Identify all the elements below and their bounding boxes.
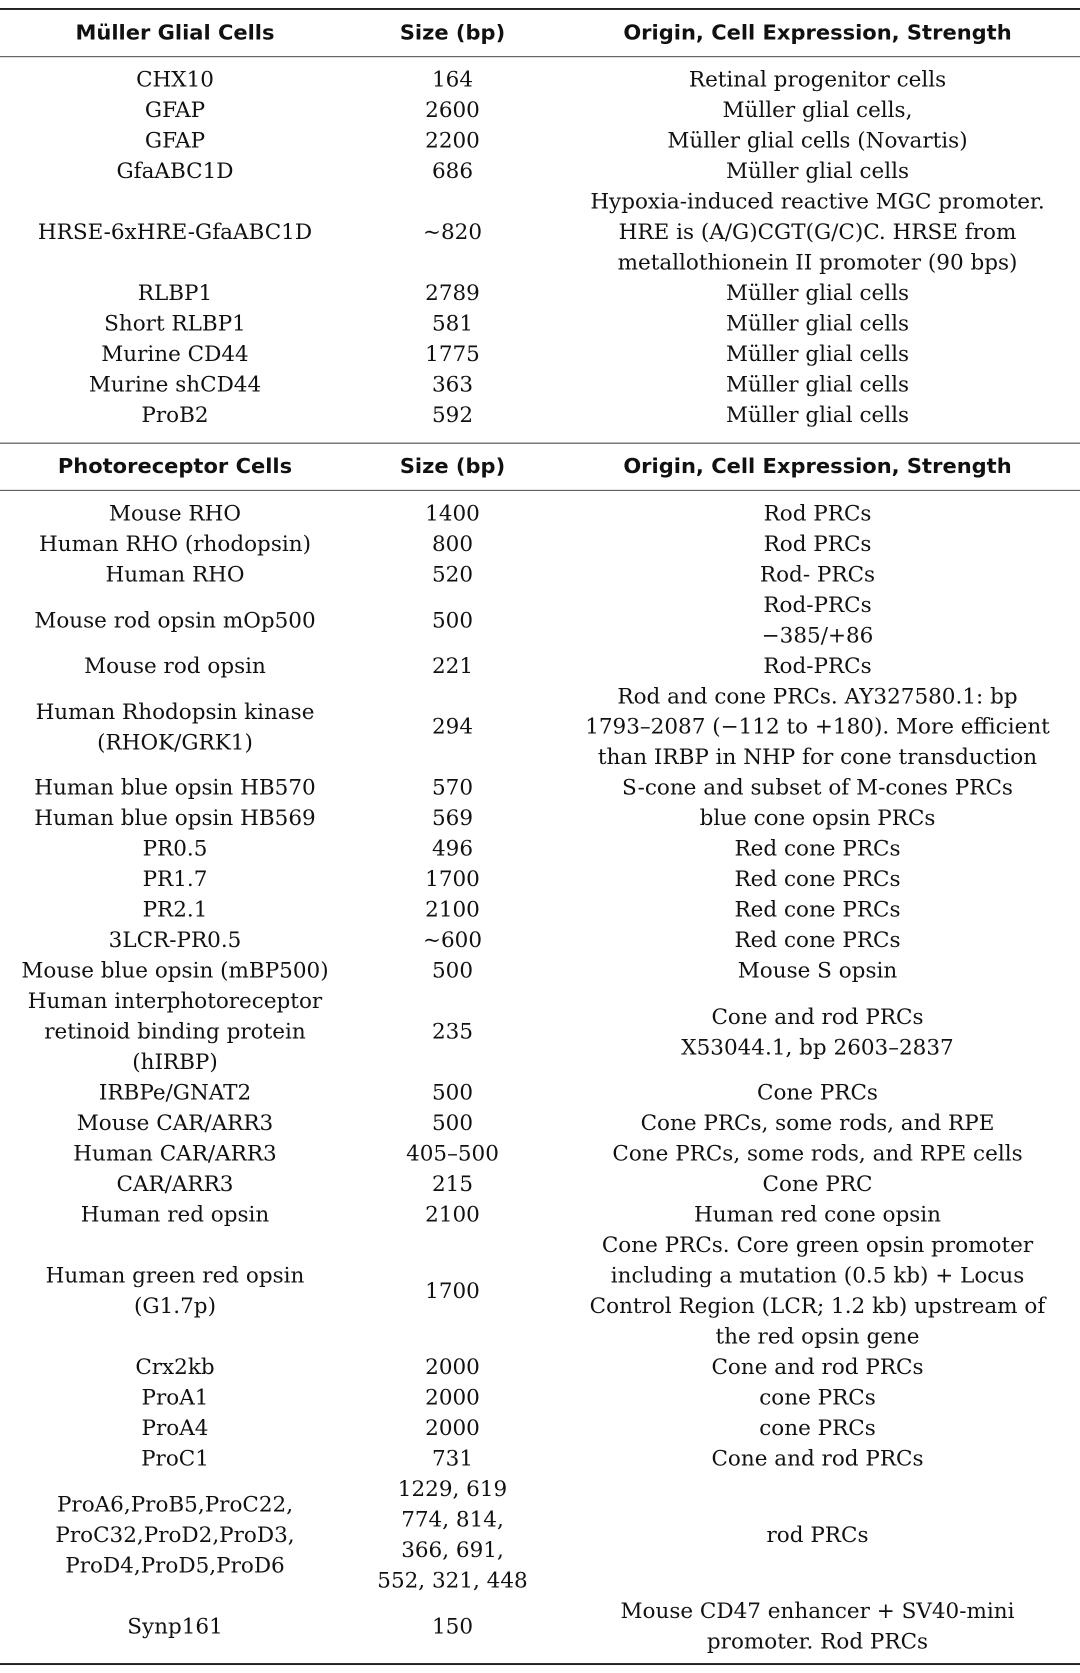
promoter-name-cell: Human blue opsin HB570 (34, 776, 316, 801)
table-row (0, 865, 1080, 895)
size-cell: 520 (431, 562, 474, 588)
table-row (0, 1596, 1080, 1664)
origin-cell: cone PRCs (759, 1416, 876, 1441)
origin-cell: Rod- PRCs (759, 562, 876, 588)
promoter-name-cell: Human red opsin (80, 1202, 270, 1228)
size-cell: 500 (431, 1080, 474, 1106)
promoter-name-cell: Murine shCD44 (88, 372, 262, 398)
promoter-name-cell: Short RLBP1 (104, 311, 246, 337)
origin-cell: cone PRCs (759, 1385, 876, 1411)
section-header-row (0, 443, 1080, 490)
size-cell: 294 (431, 715, 474, 740)
origin-cell: Cone PRC (762, 1172, 873, 1197)
table-row (0, 1413, 1080, 1443)
promoter-name-cell: ProB2 (141, 403, 209, 428)
origin-cell: Rod and cone PRCs. AY327580.1: bp 1793–2087 (−112 to +180). More efficient than IRBP in NHP for cone transduction (585, 684, 1050, 771)
table-row (0, 1352, 1080, 1382)
table-row (0, 1444, 1080, 1474)
promoter-name-cell: Human green red opsin (G1.7p) (45, 1263, 305, 1319)
table-row (0, 126, 1080, 156)
promoter-name-cell: GFAP (144, 128, 206, 154)
column-header: Photoreceptor Cells (0, 443, 350, 490)
promoter-name-cell: PR0.5 (142, 837, 208, 862)
table-row (0, 773, 1080, 803)
table-row (0, 1474, 1080, 1596)
origin-cell: Rod-PRCs −385/+86 (761, 593, 874, 649)
size-cell: 1775 (425, 342, 480, 367)
origin-cell: Rod PRCs (763, 532, 872, 557)
table-row (0, 1383, 1080, 1413)
origin-cell: Rod-PRCs (763, 654, 872, 679)
size-cell: 215 (431, 1172, 474, 1197)
origin-cell: Human red cone opsin (694, 1202, 941, 1228)
table-row (0, 490, 1080, 529)
promoter-name-cell: Human Rhodopsin kinase (RHOK/GRK1) (35, 699, 315, 755)
origin-cell: Cone PRCs, some rods, and RPE (640, 1111, 995, 1136)
column-header: Origin, Cell Expression, Strength (555, 9, 1080, 57)
origin-cell: Rod PRCs (763, 501, 872, 527)
origin-cell: Müller glial cells (725, 342, 910, 367)
size-cell: 405–500 (406, 1141, 499, 1167)
size-cell: 731 (431, 1446, 474, 1472)
origin-cell: Müller glial cells, (722, 98, 913, 124)
table-row (0, 309, 1080, 339)
promoter-name-cell: GfaABC1D (116, 159, 234, 185)
size-cell: 2000 (425, 1416, 480, 1441)
size-cell: 164 (431, 67, 474, 93)
origin-cell: Müller glial cells (725, 372, 910, 398)
size-cell: 2000 (425, 1355, 480, 1380)
size-cell: 2100 (425, 897, 480, 923)
promoter-name-cell: GFAP (144, 98, 206, 124)
promoter-name-cell: Human blue opsin HB569 (34, 806, 316, 832)
promoter-name-cell: Mouse rod opsin mOp500 (34, 608, 316, 633)
origin-cell: Müller glial cells (725, 159, 910, 185)
table-row (0, 834, 1080, 864)
promoter-name-cell: Synp161 (0, 1596, 350, 1664)
table-row (0, 1139, 1080, 1169)
origin-cell: Hypoxia-induced reactive MGC promoter. HRE is (A/G)CGT(G/C)C. HRSE from metallothionein II promoter (90 bps) (590, 189, 1045, 276)
table-row (0, 682, 1080, 773)
size-cell: 569 (431, 806, 474, 832)
promoter-name-cell: Crx2kb (135, 1355, 215, 1380)
size-cell: 1700 (425, 867, 480, 893)
origin-cell: blue cone opsin PRCs (699, 806, 936, 832)
size-cell: 2000 (425, 1385, 480, 1411)
origin-cell: Red cone PRCs (734, 867, 901, 893)
origin-cell: Cone and rod PRCs (711, 1446, 924, 1472)
table-row (0, 529, 1080, 559)
promoter-name-cell: Mouse RHO (109, 501, 241, 527)
origin-cell: Red cone PRCs (734, 897, 901, 923)
promoter-name-cell: ProC1 (141, 1446, 209, 1472)
size-cell: 570 (431, 776, 474, 801)
promoter-name-cell: ProA6,ProB5,ProC22, ProC32,ProD2,ProD3, ProD4,ProD5,ProD6 (55, 1492, 295, 1578)
table-row (0, 370, 1080, 400)
table-row (0, 804, 1080, 834)
origin-cell: Müller glial cells (725, 403, 910, 428)
size-cell: 150 (350, 1596, 555, 1664)
size-cell: 686 (431, 159, 474, 185)
promoter-name-cell: Human RHO (105, 562, 245, 588)
table-row (0, 1169, 1080, 1199)
origin-cell: Retinal progenitor cells (688, 67, 947, 93)
origin-cell: Cone and rod PRCs (711, 1355, 924, 1380)
promoter-name-cell: PR1.7 (142, 867, 208, 893)
column-header: Müller Glial Cells (0, 9, 350, 57)
table-row (0, 400, 1080, 436)
origin-cell: Red cone PRCs (734, 928, 901, 954)
origin-cell: Cone PRCs, some rods, and RPE cells (612, 1141, 1023, 1167)
origin-cell: Cone and rod PRCs X53044.1, bp 2603–2837 (681, 1004, 954, 1060)
origin-cell: rod PRCs (766, 1522, 869, 1548)
promoter-name-cell: Murine CD44 (101, 342, 249, 367)
size-cell: ~820 (422, 220, 483, 245)
origin-cell: Red cone PRCs (734, 837, 901, 862)
origin-cell: Mouse CD47 enhancer + SV40-mini promoter. Rod PRCs (555, 1596, 1080, 1664)
table-row (0, 926, 1080, 956)
table-row (0, 156, 1080, 186)
promoter-name-cell: CAR/ARR3 (116, 1172, 234, 1197)
size-cell: 2600 (425, 98, 480, 124)
promoter-name-cell: Mouse CAR/ARR3 (76, 1111, 274, 1136)
promoter-name-cell: PR2.1 (142, 897, 208, 923)
origin-cell: Cone PRCs. Core green opsin promoter including a mutation (0.5 kb) + Locus Control Region (LCR; 1.2 kb) upstream of the red opsin gene (589, 1233, 1046, 1350)
column-header: Origin, Cell Expression, Strength (555, 443, 1080, 490)
size-cell: 221 (431, 654, 474, 679)
size-cell: ~600 (422, 928, 483, 954)
promoter-name-cell: IRBPe/GNAT2 (98, 1080, 252, 1106)
size-cell: 500 (431, 1111, 474, 1136)
column-header: Size (bp) (350, 443, 555, 490)
promoter-name-cell: ProA4 (141, 1416, 209, 1441)
size-cell: 2789 (425, 281, 480, 306)
size-cell: 800 (431, 532, 474, 557)
table-row (0, 278, 1080, 308)
size-cell: 1229, 619 774, 814, 366, 691, 552, 321, 448 (377, 1477, 528, 1594)
table-row (0, 339, 1080, 369)
section-header-row (0, 9, 1080, 57)
size-cell: 2200 (425, 128, 480, 154)
promoter-name-cell: CHX10 (136, 67, 214, 93)
size-cell: 1400 (425, 501, 480, 527)
promoter-name-cell: Human interphotoreceptor retinoid binding protein (hIRBP) (27, 989, 323, 1075)
column-header: Size (bp) (350, 9, 555, 57)
promoter-name-cell: ProA1 (141, 1385, 209, 1411)
origin-cell: Müller glial cells (725, 281, 910, 306)
promoter-name-cell: Mouse rod opsin (84, 654, 266, 679)
table-row (0, 895, 1080, 925)
table-row (0, 560, 1080, 590)
promoter-name-cell: Human CAR/ARR3 (73, 1141, 277, 1167)
table-row (0, 1200, 1080, 1230)
table-row (0, 1108, 1080, 1138)
size-cell: 500 (431, 608, 474, 633)
origin-cell: Mouse S opsin (737, 958, 898, 984)
promoter-name-cell: 3LCR-PR0.5 (108, 928, 242, 954)
origin-cell: S-cone and subset of M-cones PRCs (622, 776, 1013, 801)
table-row (0, 956, 1080, 986)
table-row (0, 986, 1080, 1077)
table-row (0, 187, 1080, 278)
table-row (0, 651, 1080, 681)
origin-cell: Müller glial cells (Novartis) (667, 128, 968, 154)
table-row (0, 1078, 1080, 1108)
size-cell: 496 (431, 837, 474, 862)
size-cell: 1700 (425, 1279, 480, 1304)
promoter-name-cell: Human RHO (rhodopsin) (39, 532, 311, 557)
promoter-name-cell: RLBP1 (137, 281, 213, 306)
table-row (0, 96, 1080, 126)
promoter-name-cell: Mouse blue opsin (mBP500) (21, 958, 329, 984)
origin-cell: Müller glial cells (725, 311, 910, 337)
size-cell: 592 (431, 403, 474, 428)
promoter-name-cell: HRSE-6xHRE-GfaABC1D (37, 220, 313, 245)
promoter-table (0, 8, 1080, 1665)
size-cell: 363 (431, 372, 474, 398)
table-row (0, 57, 1080, 96)
size-cell: 500 (431, 958, 474, 984)
table-row (0, 590, 1080, 651)
size-cell: 235 (431, 1019, 474, 1045)
size-cell: 581 (431, 311, 474, 337)
table-body (0, 9, 1080, 1664)
origin-cell: Cone PRCs (757, 1080, 878, 1106)
size-cell: 2100 (425, 1202, 480, 1228)
table-row (0, 1230, 1080, 1352)
